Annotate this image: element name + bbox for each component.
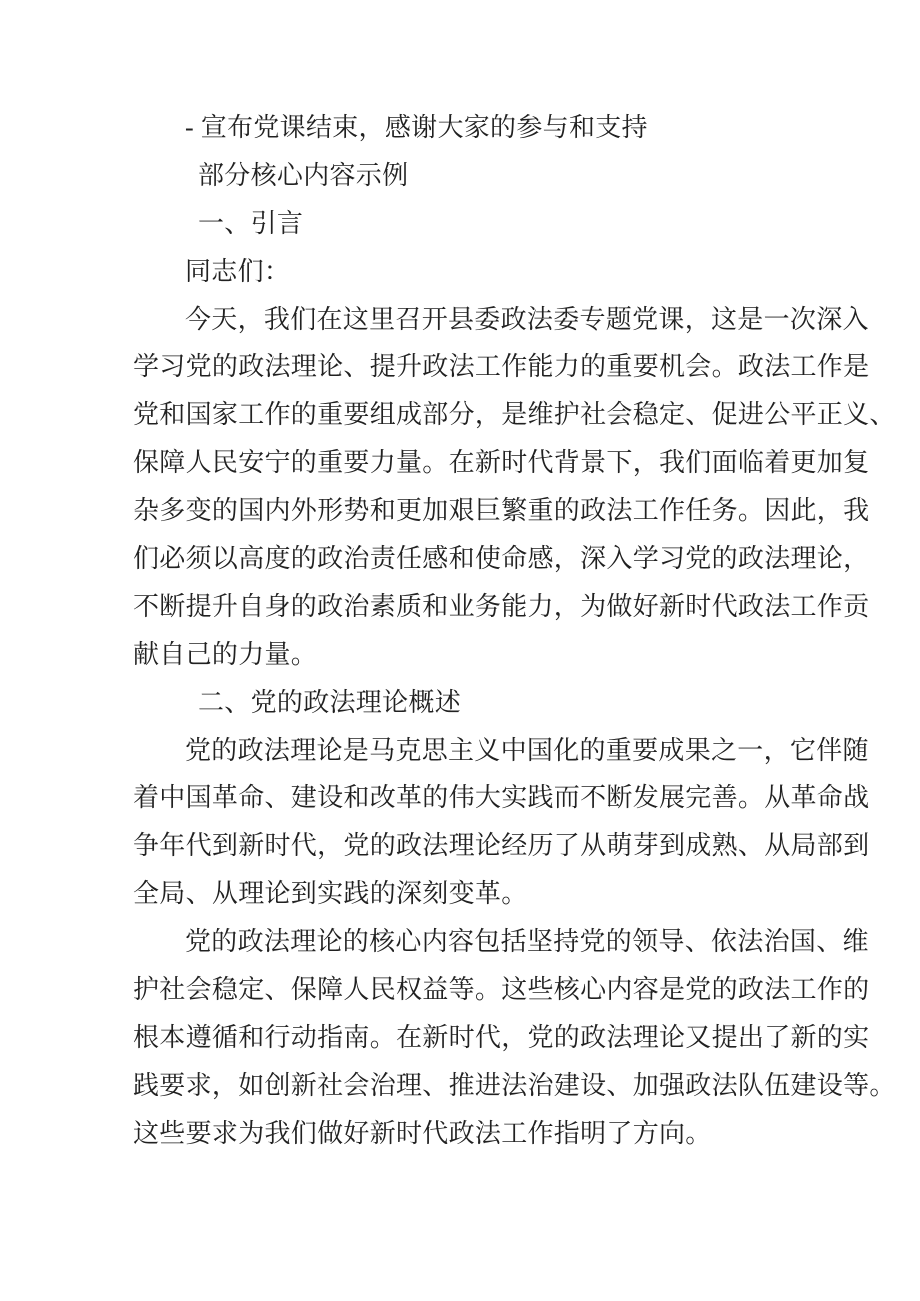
doc-line: 根本遵循和行动指南。在新时代，党的政法理论又提出了新的实 — [133, 1022, 870, 1052]
doc-line: 不断提升自身的政治素质和业务能力，为做好新时代政法工作贡 — [133, 591, 870, 621]
doc-line: 学习党的政法理论、提升政法工作能力的重要机会。政法工作是 — [133, 352, 870, 382]
doc-line: 献自己的力量。 — [133, 639, 318, 669]
subtitle-core-content-example: 部分核心内容示例 — [198, 160, 409, 190]
doc-line: 党和国家工作的重要组成部分，是维护社会稳定、促进公平正义、 — [133, 400, 896, 430]
doc-line: 着中国革命、建设和改革的伟大实践而不断发展完善。从革命战 — [133, 783, 870, 813]
doc-line: 保障人民安宁的重要力量。在新时代背景下，我们面临着更加复 — [133, 448, 870, 478]
section-heading-2-theory-overview: 二、党的政法理论概述 — [198, 687, 462, 717]
doc-line: 杂多变的国内外形势和更加艰巨繁重的政法工作任务。因此，我 — [133, 496, 870, 526]
doc-line: 党的政法理论的核心内容包括坚持党的领导、依法治国、维 — [185, 927, 869, 957]
doc-line: 这些要求为我们做好新时代政法工作指明了方向。 — [133, 1118, 712, 1148]
salutation: 同志们： — [185, 256, 291, 286]
section-heading-1-introduction: 一、引言 — [198, 208, 304, 238]
doc-line: 争年代到新时代，党的政法理论经历了从萌芽到成熟、从局部到 — [133, 831, 870, 861]
doc-line: 党的政法理论是马克思主义中国化的重要成果之一，它伴随 — [185, 735, 869, 765]
list-item-closing-remark: - 宣布党课结束，感谢大家的参与和支持 — [185, 113, 648, 142]
doc-line: 践要求，如创新社会治理、推进法治建设、加强政法队伍建设等。 — [133, 1070, 896, 1100]
doc-line: 全局、从理论到实践的深刻变革。 — [133, 879, 528, 909]
doc-line: 们必须以高度的政治责任感和使命感，深入学习党的政法理论， — [133, 544, 870, 574]
document-text-block — [133, 104, 896, 1158]
doc-line: 今天，我们在这里召开县委政法委专题党课，这是一次深入 — [185, 304, 869, 334]
doc-line: 护社会稳定、保障人民权益等。这些核心内容是党的政法工作的 — [133, 975, 870, 1005]
